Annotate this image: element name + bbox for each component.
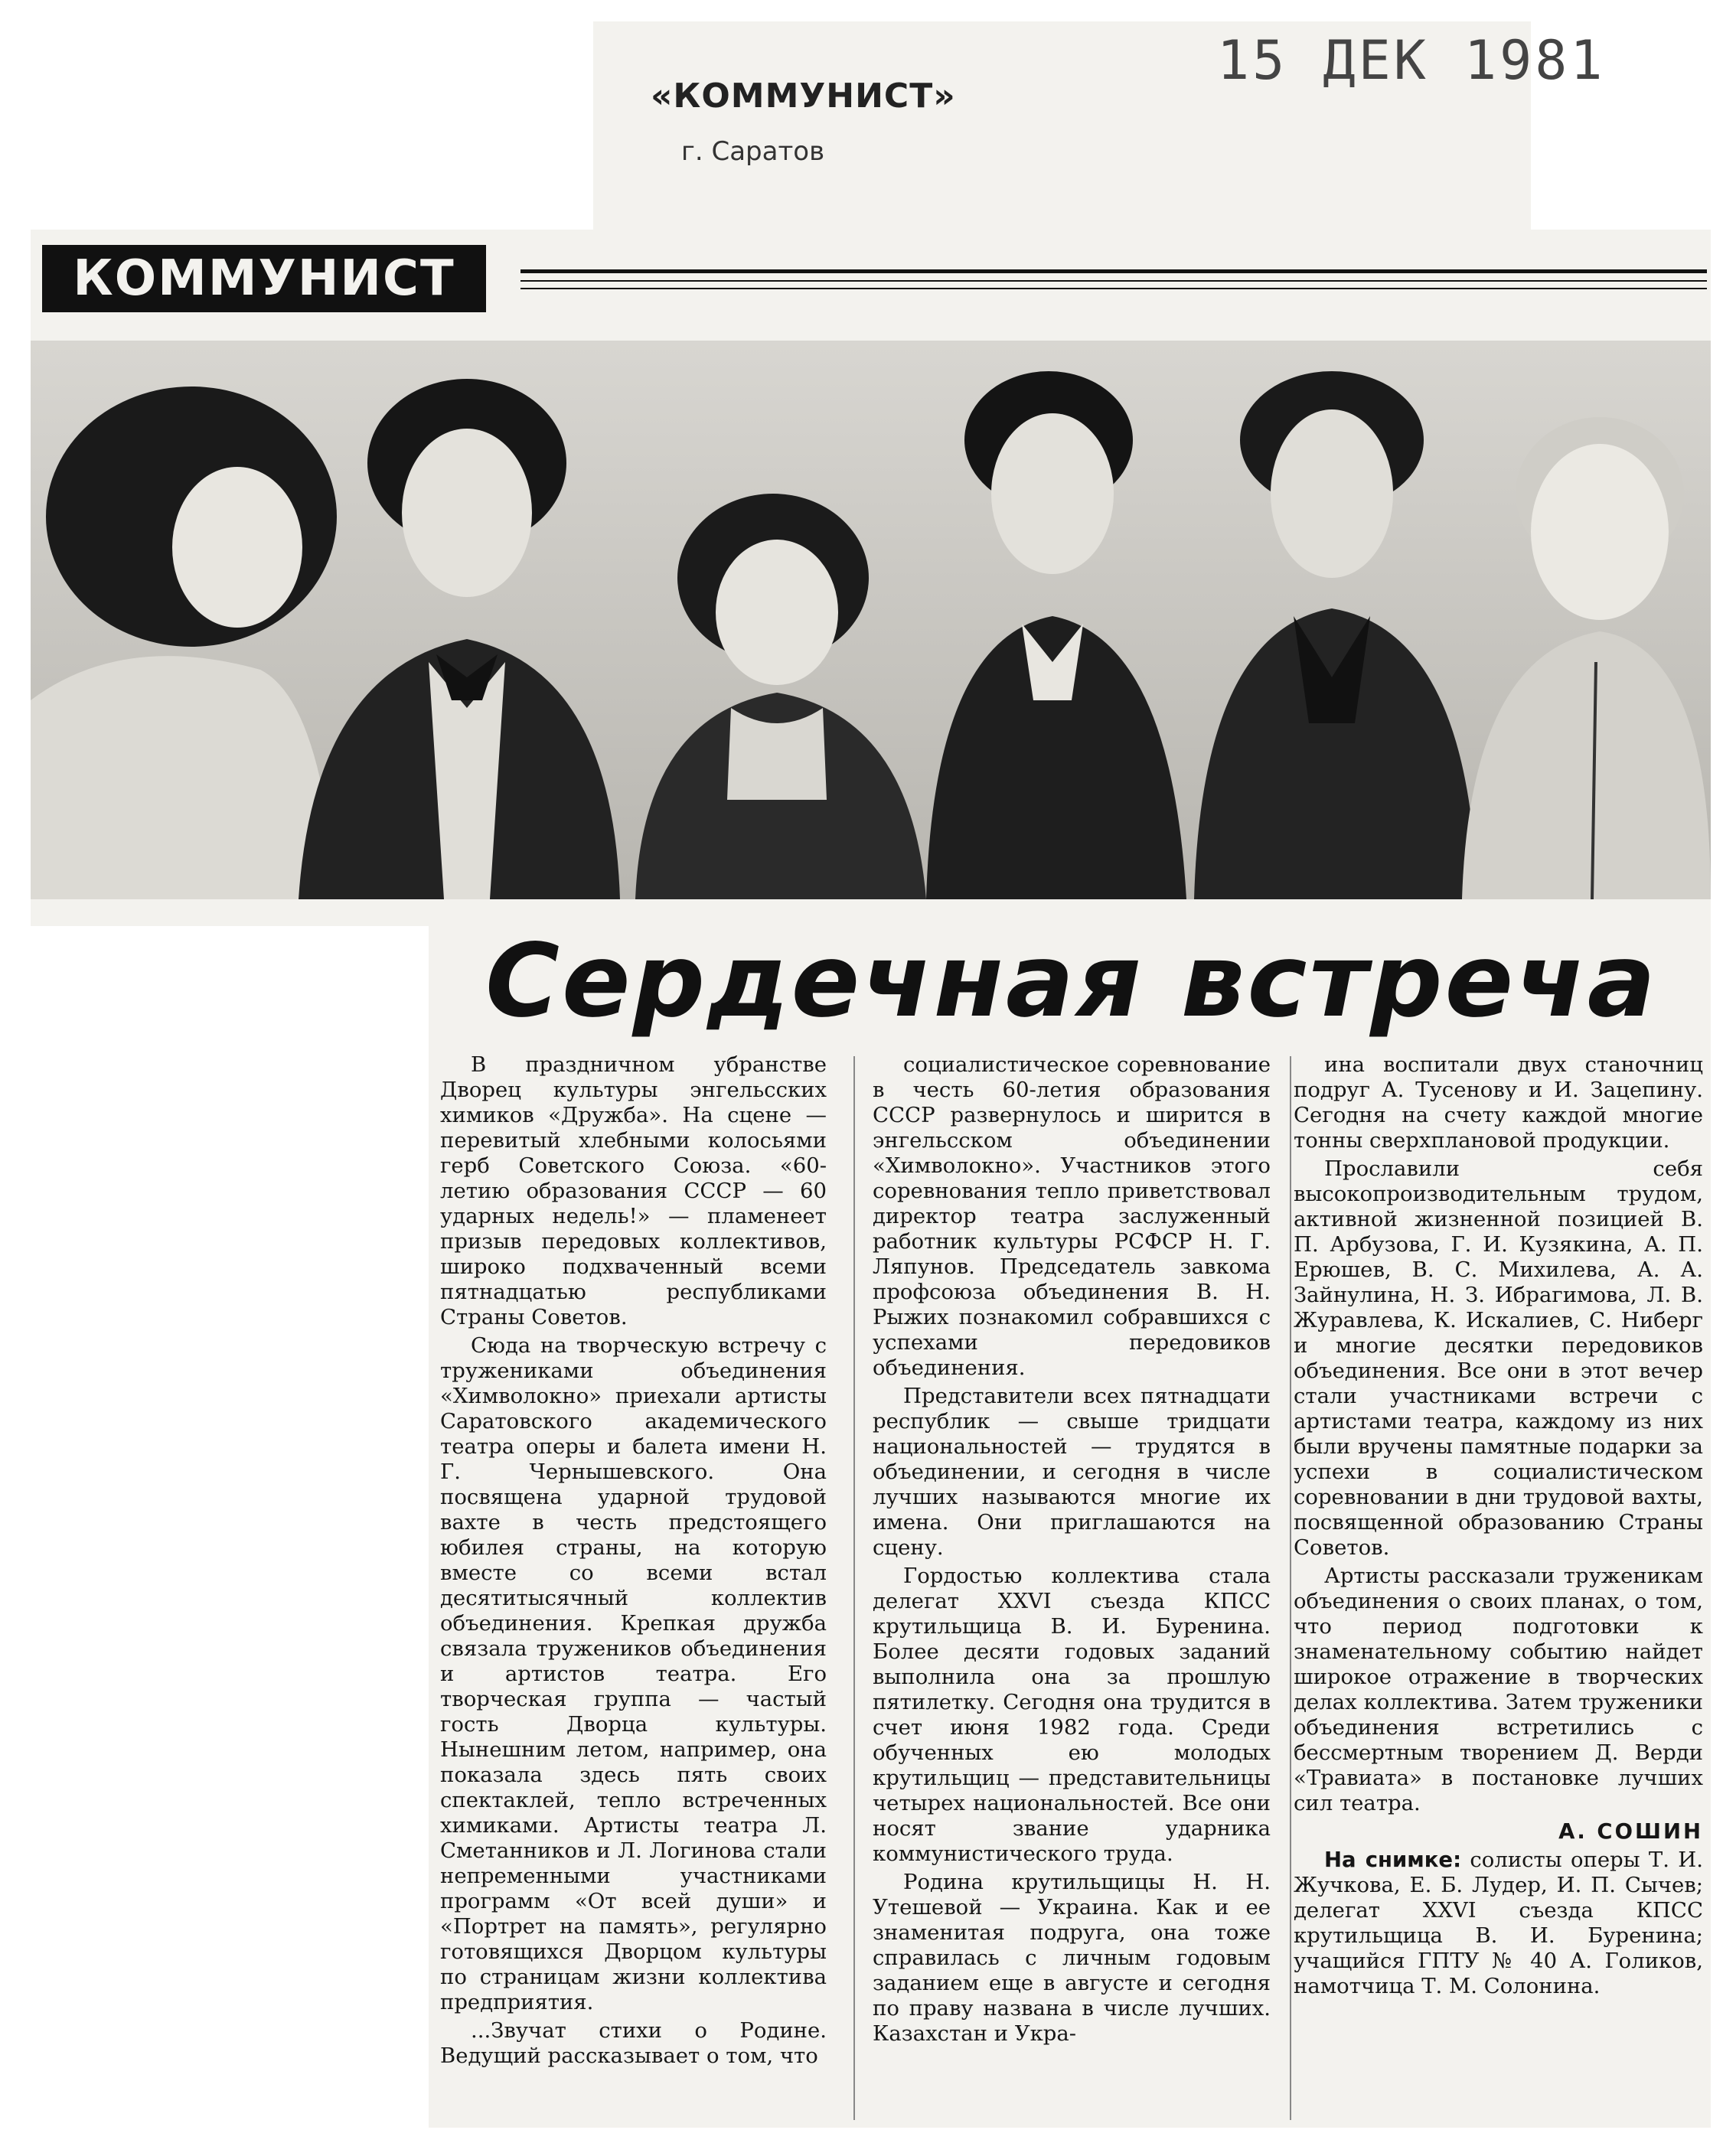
newspaper-masthead: КОММУНИСТ (42, 245, 486, 312)
paragraph: ...Звучат стихи о Родине. Ведущий рассказывает о том, что (440, 2018, 827, 2068)
paragraph: Гордостью коллектива стала делегат XXVI съезда КПСС крутильщица В. И. Буренина. Более десяти годовых заданий выполнила она за прошлую пятилетку. Сегодня она трудится в счет июня 1982 года. Среди обученных ею молодых крутильщиц — представительницы четырех национальностей. Все они носят звание ударника коммунистического труда. (873, 1564, 1271, 1866)
group-photo-image (31, 341, 1711, 899)
paragraph: Артисты рассказали труженикам объединения о своих планах, о том, что период подготовки к знаменательному событию найдет широкое отражение в творческих делах коллектива. Затем труженики объединения встретились с бессмертным творением Д. Верди «Травиата» в постановке лучших сил театра. (1294, 1564, 1703, 1815)
masthead-rule-thin-2 (520, 288, 1707, 289)
paragraph: социалистическое соревнование в честь 60-летия образования СССР развернулось и ширится в энгельсском объединении «Химволокно». Участников этого соревнования тепло приветствовал директор театра заслуженный работник культуры РСФСР Н. Г. Ляпунов. Председатель завкома профсоюза объединения В. Н. Рыжих познакомил собравшихся с успехами передовиков объединения. (873, 1052, 1271, 1380)
masthead-rule-thin (520, 280, 1707, 282)
paragraph: ина воспитали двух станочниц подруг А. Тусенову и И. Зацепину. Сегодня на счету каждой многие тонны сверхплановой продукции. (1294, 1052, 1703, 1153)
author-signature: А. СОШИН (1558, 1819, 1703, 1844)
column-divider (1290, 1056, 1291, 2120)
photo-caption (1294, 1848, 1703, 1999)
group-photo (31, 341, 1711, 899)
date-stamp: 15 ДЕК 1981 (1217, 29, 1606, 92)
masthead-rule-thick (520, 269, 1707, 273)
paragraph: В праздничном убранстве Дворец культуры энгельсских химиков «Дружба». На сцене — перевитый хлебными колосьями герб Советского Союза. «60-летию образования СССР — 60 ударных недель!» — пламенеет призыв передовых коллективов, широко подхваченный всеми пятнадцатью республиками Страны Советов. (440, 1052, 827, 1329)
article-column-1 (440, 1052, 827, 2069)
article-column-2 (873, 1052, 1271, 2047)
column-divider (853, 1056, 855, 2120)
article-column-3 (1294, 1052, 1703, 1999)
paragraph: Представители всех пятнадцати республик — свыше тридцати национальностей — трудятся в объединении, и сегодня в числе лучших называются многие их имена. Они приглашаются на сцену. (873, 1384, 1271, 1560)
caption-text: солисты оперы Т. И. Жучкова, Е. Б. Лудер, И. П. Сычев; делегат XXVI съезда КПСС крутильщица В. И. Буренина; учащийся ГПТУ № 40 А. Голиков, намотчица Т. М. Солонина. (1294, 1848, 1704, 1998)
paragraph: Сюда на творческую встречу с тружениками объединения «Химволокно» приехали артисты Саратовского академического театра оперы и балета имени Н. Г. Чернышевского. Она посвящена ударной трудовой вахте в честь предстоящего юбилея страны, на которую вместе со всеми встал десятитысячный коллектив объединения. Крепкая дружба связала тружеников объединения и артистов театра. Его творческая группа — частый гость Дворца культуры. Нынешним летом, например, она показала здесь пять своих спектаклей, тепло встреченных химиками. Артисты театра Л. Сметанников и Л. Логинова стали непременными участниками программ «От всей души» и «Портрет на память», регулярно готовящихся Дворцом культуры по страницам жизни коллектива предприятия. (440, 1333, 827, 2014)
paragraph: Прославили себя высокопроизводительным трудом, активной жизненной позицией В. П. Арбузова, Г. И. Кузякина, А. П. Ерюшев, В. С. Михилева, А. А. Зайнулина, Н. З. Ибрагимова, Л. В. Журавлева, К. Искалиев, С. Ниберг и многие десятки передовиков объединения. Все они в этот вечер стали участниками встречи с артистами театра, каждому из них были вручены памятные подарки за успехи в социалистическом соревновании в дни трудовой вахты, посвященной образованию Страны Советов. (1294, 1156, 1703, 1560)
source-city-label: г. Саратов (681, 136, 825, 167)
caption-label: На снимке: (1324, 1848, 1462, 1872)
paragraph: Родина крутильщицы Н. Н. Утешевой — Украина. Как и ее знаменитая подруга, она тоже справилась с личным годовым заданием еще в августе и сегодня по праву названа в числе лучших. Казахстан и Укра- (873, 1870, 1271, 2046)
source-newspaper-label: «КОММУНИСТ» (651, 77, 956, 116)
article-headline: Сердечная встреча (485, 922, 1658, 1040)
